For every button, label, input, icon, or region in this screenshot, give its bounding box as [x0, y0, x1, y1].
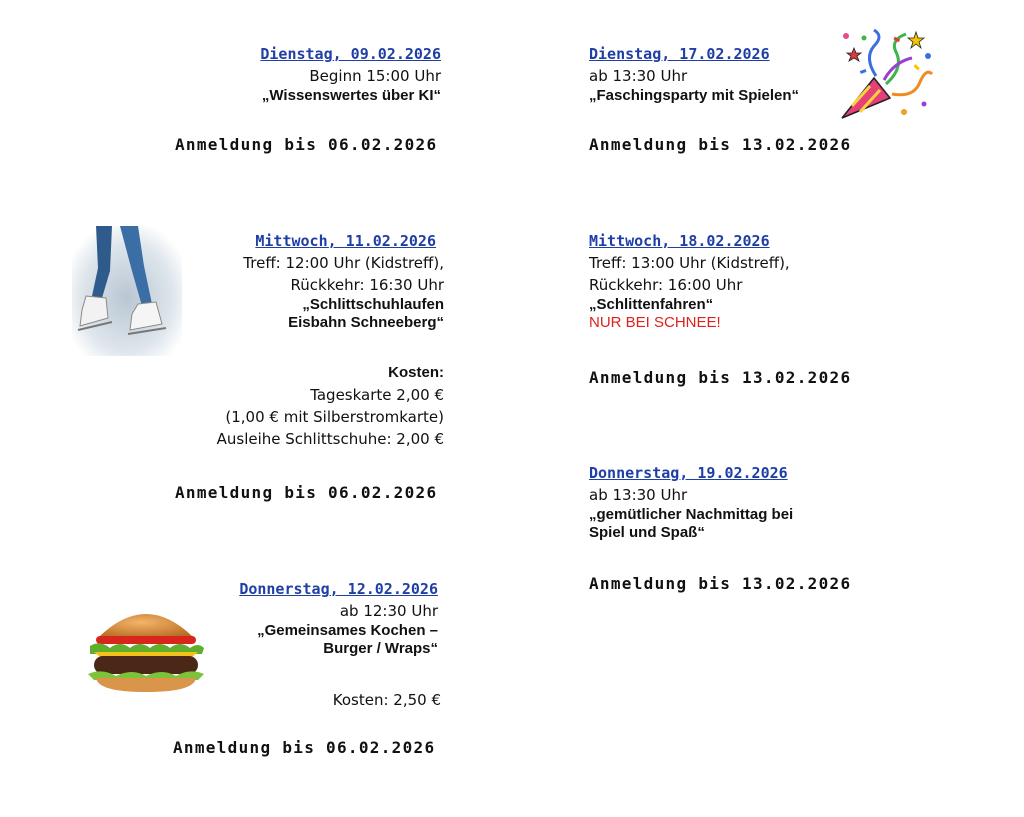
event-date: Dienstag, 17.02.2026	[589, 45, 770, 63]
event-date: Mittwoch, 11.02.2026	[255, 232, 436, 250]
party-popper-confetti	[834, 28, 934, 123]
cost-day-ticket: Tageskarte 2,00 €	[310, 386, 444, 404]
event-costs-1102	[217, 362, 444, 450]
ice-skates-icon	[72, 226, 182, 356]
event-title: „Schlittenfahren“	[589, 296, 714, 313]
event-block-1102	[243, 230, 444, 332]
cost-skate-rental: Ausleihe Schlittschuhe: 2,00 €	[216, 430, 444, 448]
event-meeting-time: Treff: 13:00 Uhr (Kidstreff),	[589, 254, 790, 272]
registration-deadline: Anmeldung bis 06.02.2026	[175, 135, 438, 154]
event-return-time: Rückkehr: 16:30 Uhr	[290, 276, 444, 294]
cost-silberstrom-discount: (1,00 € mit Silberstromkarte)	[225, 408, 444, 426]
event-block-1702	[589, 43, 799, 105]
registration-deadline: Anmeldung bis 13.02.2026	[589, 368, 852, 387]
event-title-line1: „Schlittschuhlaufen	[302, 296, 444, 313]
event-title-line2: Spiel und Spaß“	[589, 524, 705, 541]
event-time: ab 13:30 Uhr	[589, 67, 688, 85]
event-title-line2: Burger / Wraps“	[323, 640, 438, 657]
event-title-line1: „Gemeinsames Kochen –	[257, 622, 438, 639]
burger-icon	[76, 592, 216, 702]
event-date: Dienstag, 09.02.2026	[260, 45, 441, 63]
event-costs-1202	[333, 689, 441, 711]
event-date: Donnerstag, 12.02.2026	[239, 580, 438, 598]
registration-deadline: Anmeldung bis 13.02.2026	[589, 574, 852, 593]
costs-heading: Kosten:	[388, 364, 444, 381]
event-title-line1: „gemütlicher Nachmittag bei	[589, 506, 794, 523]
registration-deadline: Anmeldung bis 13.02.2026	[589, 135, 852, 154]
event-return-time: Rückkehr: 16:00 Uhr	[589, 276, 743, 294]
burger-photo	[76, 592, 216, 702]
event-time: ab 12:30 Uhr	[339, 602, 438, 620]
ice-skates-photo	[72, 226, 182, 356]
event-time: ab 13:30 Uhr	[589, 486, 688, 504]
event-block-0902	[260, 43, 441, 105]
event-date: Mittwoch, 18.02.2026	[589, 232, 770, 250]
event-block-1902	[589, 462, 793, 542]
event-meeting-time: Treff: 12:00 Uhr (Kidstreff),	[243, 254, 444, 272]
party-popper-icon	[834, 28, 934, 123]
event-time: Beginn 15:00 Uhr	[309, 67, 441, 85]
event-title: „Faschingsparty mit Spielen“	[589, 87, 800, 104]
event-block-1802	[589, 230, 790, 332]
event-title: „Wissenswertes über KI“	[261, 87, 441, 104]
event-date: Donnerstag, 19.02.2026	[589, 464, 788, 482]
event-title-line2: Eisbahn Schneeberg“	[288, 314, 444, 331]
snow-warning: NUR BEI SCHNEE!	[589, 314, 721, 331]
registration-deadline: Anmeldung bis 06.02.2026	[175, 483, 438, 502]
event-costs: Kosten: 2,50 €	[332, 691, 441, 709]
registration-deadline: Anmeldung bis 06.02.2026	[173, 738, 436, 757]
event-block-1202	[239, 578, 438, 658]
